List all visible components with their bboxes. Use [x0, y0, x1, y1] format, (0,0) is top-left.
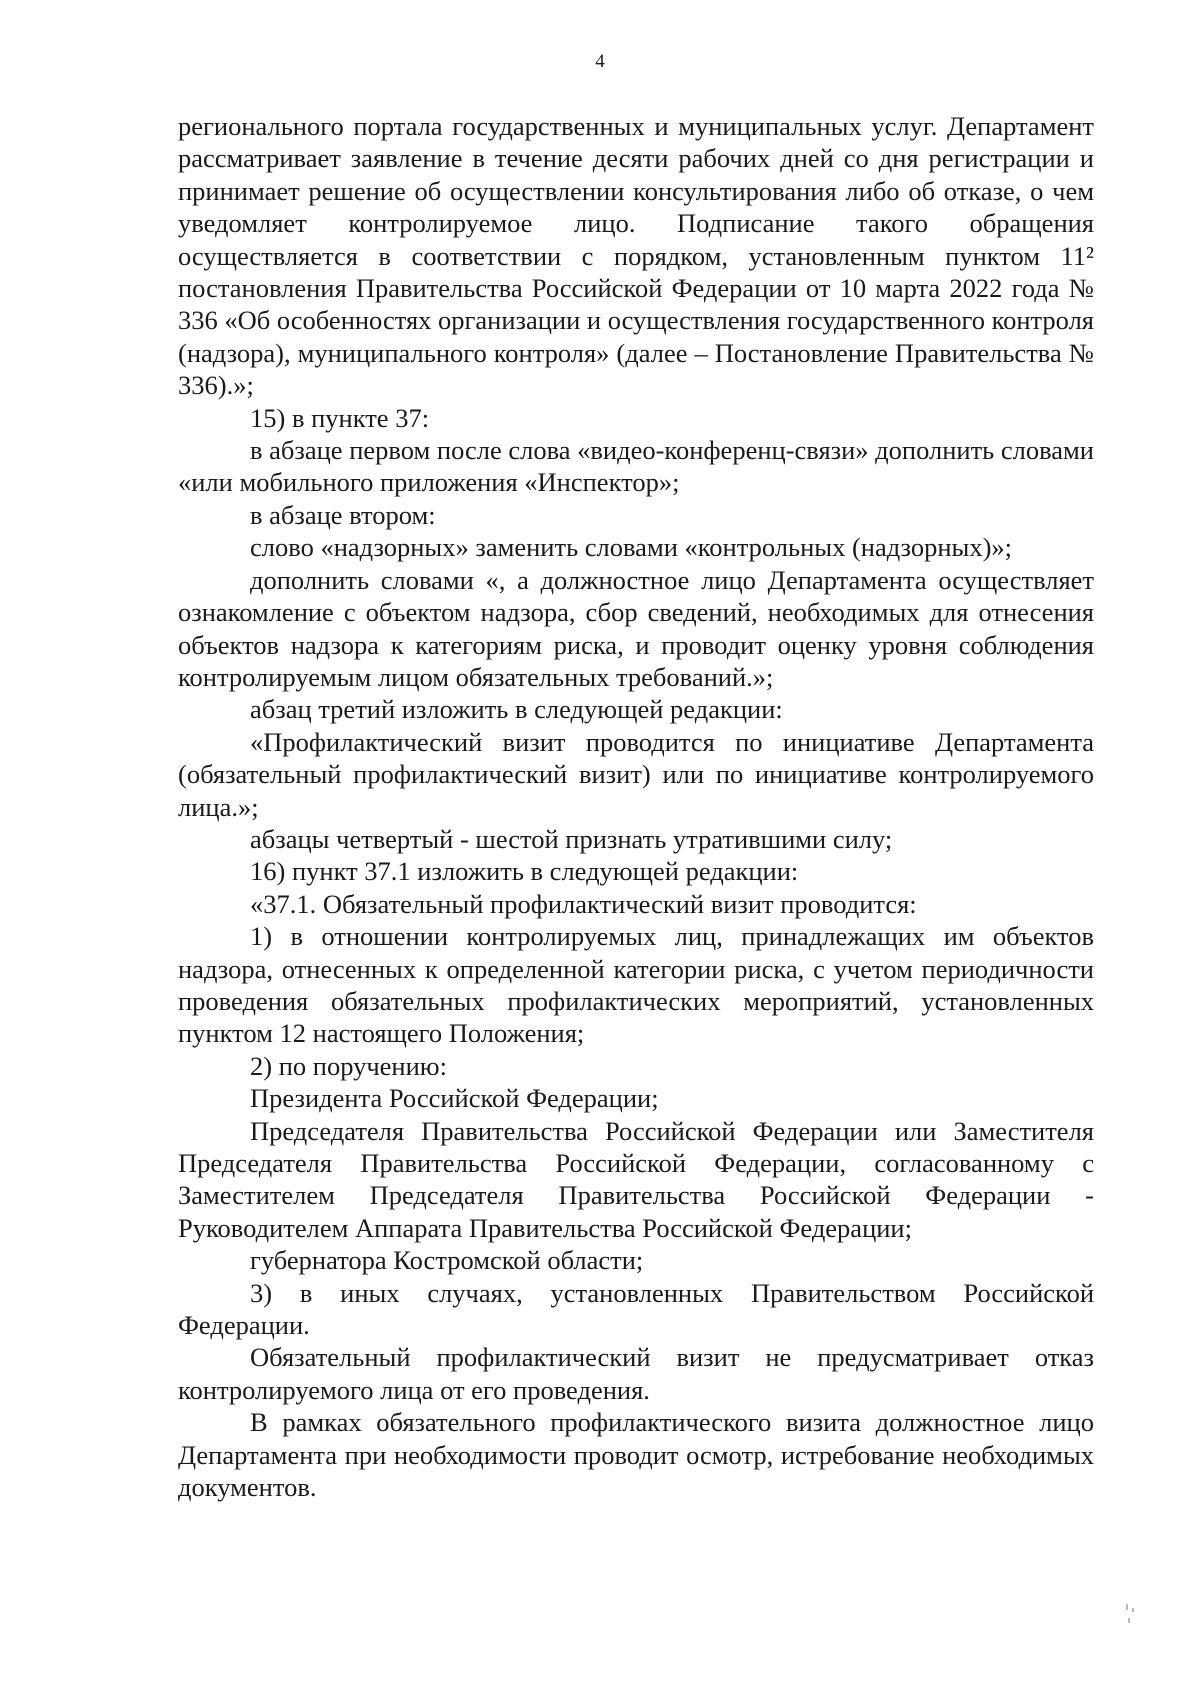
paragraph: абзацы четвертый - шестой признать утратившими силу; [250, 823, 893, 854]
paragraph: слово «надзорных» заменить словами «контрольных (надзорных)»; [250, 532, 1013, 563]
paragraph: Президента Российской Федерации; [250, 1083, 659, 1114]
paragraph: дополнить словами «, а должностное лицо Департамента осуществляет ознакомление с объектом надзора, сбор сведений, необходимых для отнесения объектов надзора к категориям риска, и проводит оценку уровня соблюдения контролируемым лицом обязательных требований.»; [178, 564, 1094, 692]
paragraph: абзац третий изложить в следующей редакции: [250, 694, 783, 725]
paragraph: губернатора Костромской области; [250, 1245, 644, 1276]
paragraph: В рамках обязательного профилактического визита должностное лицо Департамента при необходимости проводит осмотр, истребование необходимых документов. [178, 1407, 1094, 1503]
scan-margin-marks [1124, 1604, 1138, 1634]
paragraph: «Профилактический визит проводится по инициативе Департамента (обязательный профилактический визит) или по инициативе контролируемого лица.»; [178, 726, 1094, 822]
paragraph: в абзаце втором: [250, 499, 436, 530]
paragraph: 16) пункт 37.1 изложить в следующей редакции: [250, 856, 799, 887]
paragraph: в абзаце первом после слова «видео-конференц-связи» дополнить словами «или мобильного приложения «Инспектор»; [178, 435, 1094, 498]
paragraph: 15) в пункте 37: [250, 402, 430, 433]
paragraph: 1) в отношении контролируемых лиц, принадлежащих им объектов надзора, отнесенных к определенной категории риска, с учетом периодичности проведения обязательных профилактических мероприятий, установленных пунктом 12 настоящего Положения; [178, 921, 1094, 1049]
paragraph: «37.1. Обязательный профилактический визит проводится: [250, 888, 917, 919]
paragraph: регионального портала государственных и муниципальных услуг. Департамент рассматривает заявление в течение десяти рабочих дней со дня регистрации и принимает решение об осуществлении консультирования либо об отказе, о чем уведомляет контролируемое лицо. Подписание такого обращения осуществляется в соответствии с порядком, установленным пунктом 11² постановления Правительства Российской Федерации от 10 марта 2022 года № 336 «Об особенностях организации и осуществления государственного контроля (надзора), муниципального контроля» (далее – Постановление Правительства № 336).»; [178, 111, 1094, 401]
document-body [178, 110, 1094, 1503]
paragraph: 3) в иных случаях, установленных Правительством Российской Федерации. [178, 1277, 1094, 1341]
paragraph: 2) по поручению: [250, 1050, 447, 1081]
paragraph: Обязательный профилактический визит не предусматривает отказ контролируемого лица от его проведения. [178, 1342, 1094, 1405]
page-number: 4 [595, 51, 605, 72]
paragraph: Председателя Правительства Российской Федерации или Заместителя Председателя Правительства Российской Федерации, согласованному с Заместителем Председателя Правительства Российской Федерации - Руководителем Аппарата Правительства Российской Федерации; [178, 1115, 1094, 1243]
